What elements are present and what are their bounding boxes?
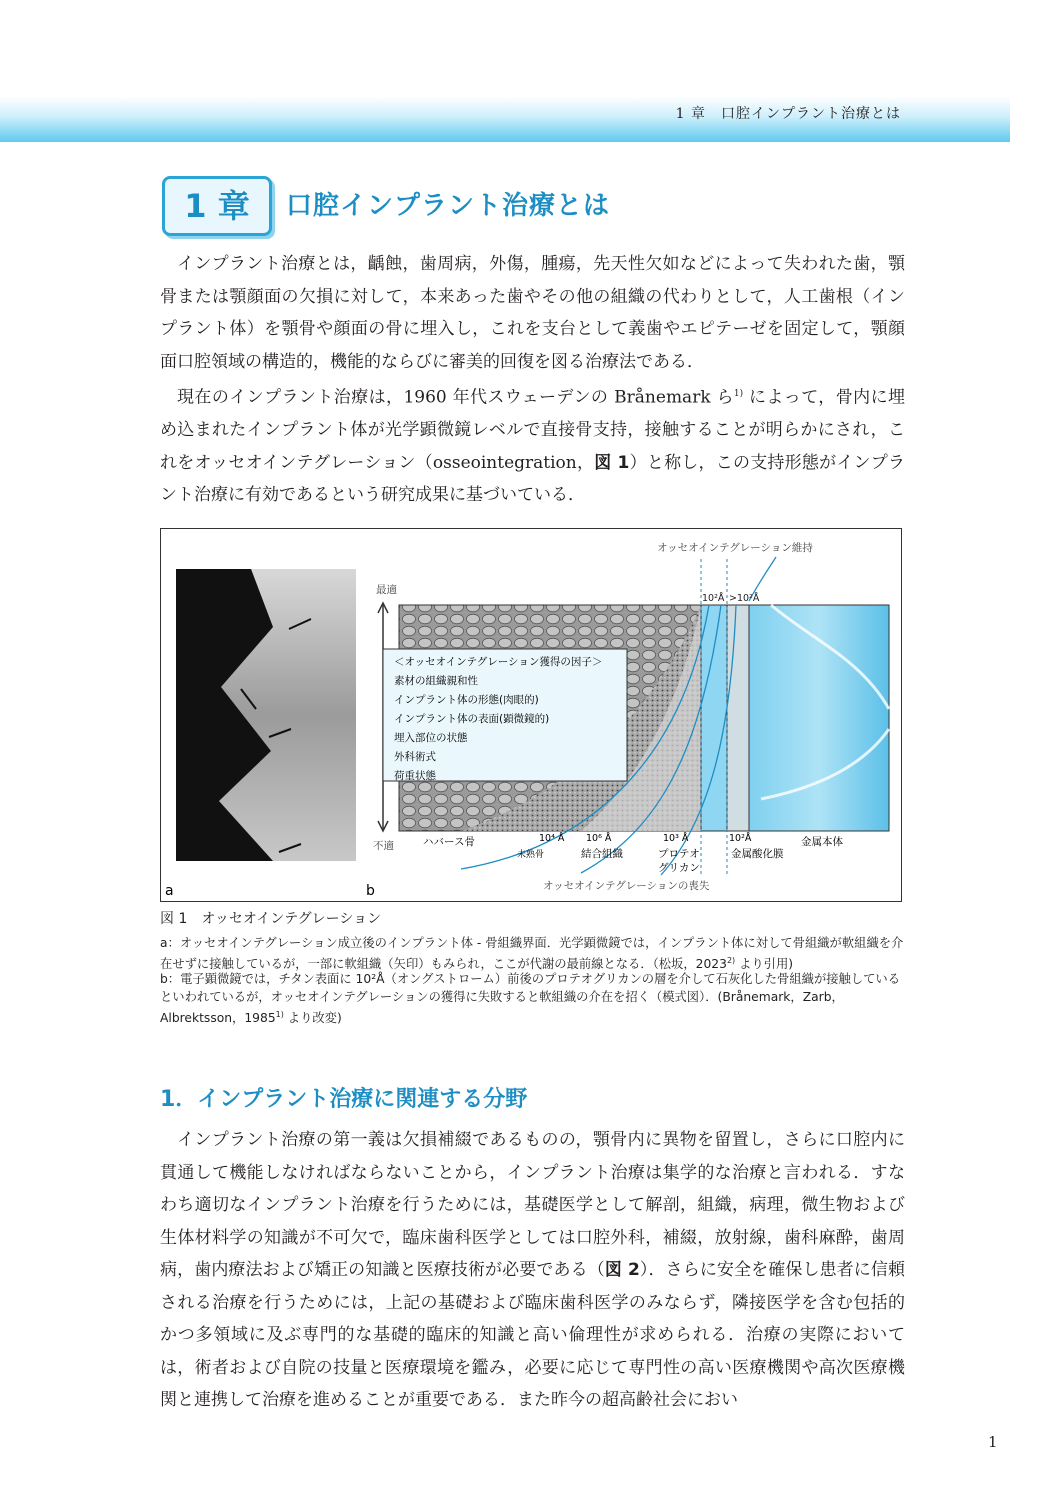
factor-item: 素材の組織親和性 [394,675,478,687]
caption-a-ref: 2) [726,956,736,965]
factor-item: インプラント体の表面(顕微鏡的) [394,713,550,725]
page-number: 1 [988,1433,998,1451]
label-proteo-1: プロテオ [658,848,700,860]
label-a3: 10³ Å [663,833,689,844]
label-oxide: 金属酸化膜 [731,848,784,860]
p2-text-1: 現在のインプラント治療は，1960 年代スウェーデンの Brånemark ら [177,387,734,408]
p2-text-2: によって，骨内に埋め込まれたインプラント体が光学顕微鏡レベルで直接骨支持，接触することが明らかにされ，これをオッセオインテグレーション（osseointegration， [160,387,905,473]
p2-text-3: ）と称し，この支持形態がインプラント治療に有効であるという研究成果に基づいている． [160,452,905,506]
section-1-paragraph [160,1124,905,1417]
factor-item: 埋入部位の状態 [394,732,468,744]
factor-item: 外科術式 [394,751,436,763]
intro-paragraph-1: インプラント治療とは，齲蝕，歯周病，外傷，腫瘍，先天性欠如などによって失われた歯，顎骨または顎顔面の欠損に対して，本来あった歯やその他の組織の代わりとして，人工歯根（インプラント体）を顎骨や顔面の骨に埋入し，これを支台として義歯やエピテーゼを固定して，顎顔面口腔領域の構造的，機能的ならびに審美的回復を図る治療法である． [160,254,905,372]
running-header: 1 章 口腔インプラント治療とは [675,106,901,122]
factor-item: 荷重状態 [394,770,436,782]
factors-title: ＜オッセオインテグレーション獲得の因子＞ [394,656,603,668]
figure-caption-a [160,934,905,973]
s1-figure-ref: 図 2 [604,1260,640,1280]
axis-bottom-label: 不適 [373,840,394,852]
figure-1 [160,528,902,902]
figure-caption-b [160,970,905,1027]
s1-text-1: インプラント治療の第一義は欠損補綴であるものの，顎骨内に異物を留置し，さらに口腔内に貫通して機能しなければならないことから，インプラント治療は集学的な治療と言われる．すなわち適切なインプラント治療を行うためには，基礎医学として解剖，組織，病理，微生物および生体材料学の知識が不可欠で，臨床歯科医学としては口腔外科，補綴，放射線，歯科麻酔，歯周病，歯内療法および矯正の知識と医療技術が必要である（ [160,1130,905,1280]
caption-b-end: より改変) [283,1011,342,1026]
top-label: オッセオインテグレーション維持 [657,542,813,554]
label-havers: ハバース骨 [423,836,475,848]
panel-a-label: a [165,883,174,899]
label-a2: 10⁶ Å [586,833,612,844]
angstrom-top-2: >10²Å [729,593,760,604]
section-1-title: 1．インプラント治療に関連する分野 [160,1087,528,1112]
caption-b-ref: 1) [275,1010,284,1019]
p2-figure-ref: 図 1 [594,452,630,473]
axis-top-label: 最適 [376,584,397,596]
chapter-number-box: 1 章 [162,176,272,236]
label-metal: 金属本体 [801,836,843,848]
bottom-label: オッセオインテグレーションの喪失 [543,880,710,892]
s1-text-2: ）．さらに安全を確保し患者に信頼される治療を行うためには，上記の基礎および臨床歯科医学のみならず，隣接医学を含む包括的かつ多領域に及ぶ専門的な基礎的臨床的知識と高い倫理性が求められる．治療の実際においては，術者および自院の技量と医療環境を鑑み，必要に応じて専門性の高い医療機関や高次医療機関と連携して治療を進めることが重要である．また昨今の超高齢社会におい [160,1260,906,1410]
label-a1: 10⁴ Å [539,833,565,844]
label-connective: 結合組織 [581,848,623,860]
label-immature: 未熟骨 [517,850,545,860]
label-proteo-2: グリカン [658,862,700,874]
caption-a-end: より引用) [735,957,794,972]
caption-b-text: b：電子顕微鏡では，チタン表面に 10²Å（オングストローム）前後のプロテオグリカンの層を介して石灰化した骨組織が接触しているといわれているが，オッセオインテグレーションの獲得に失敗すると軟組織の介在を招く（模式図）．(Brånemark，Zarb，Albrektsson，1985 [160,972,901,1026]
label-a4: 10²Å [729,833,752,844]
intro-paragraph-2 [160,378,905,512]
caption-a-text: a：オッセオインテグレーション成立後のインプラント体 - 骨組織界面．光学顕微鏡では，インプラント体に対して骨組織が軟組織を介在せずに接触しているが，一部に軟組織（矢印）もみられ，ここが代謝の最前線となる．（松坂，2023 [160,936,904,972]
figure-1-svg [161,529,901,901]
oxide-layer [727,605,749,831]
angstrom-top-1: 10²Å [702,593,725,604]
p2-ref: 1) [733,389,744,399]
figure-caption-title: 図 1 オッセオインテグレーション [160,911,382,927]
panel-b-label: b [366,883,375,899]
factor-item: インプラント体の形態(肉眼的) [394,694,539,706]
chapter-title: 口腔インプラント治療とは [286,191,611,221]
